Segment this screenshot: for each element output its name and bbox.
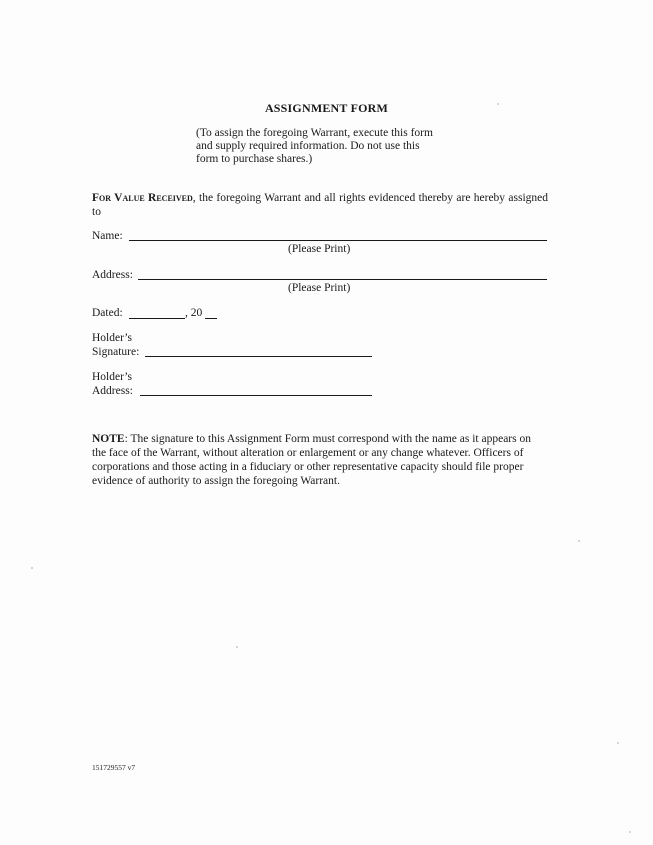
address-label: Address:: [92, 269, 133, 281]
scan-speck: [578, 540, 580, 542]
value-received-lead: For Value Received: [92, 192, 193, 204]
scan-speck: [31, 567, 33, 569]
dated-label: Dated:: [92, 307, 123, 319]
note-line: the face of the Warrant, without alteration or enlargement or any change whatever. Officers of: [92, 447, 524, 459]
instructions-line: (To assign the foregoing Warrant, execute this form: [196, 127, 433, 139]
scan-speck: [236, 646, 238, 648]
instructions-line: form to purchase shares.): [196, 153, 313, 165]
note-line: evidence of authority to assign the foregoing Warrant.: [92, 475, 340, 487]
scan-speck: [629, 831, 631, 833]
note-paragraph: [92, 432, 552, 488]
scan-speck: [497, 103, 499, 105]
holder-signature-label-line1: Holder’s: [92, 332, 133, 344]
holder-signature-field[interactable]: [145, 356, 372, 357]
dated-year-label: , 20: [185, 307, 203, 319]
address-caption: (Please Print): [288, 282, 351, 294]
note-line: [92, 432, 552, 446]
holder-address-label-line2: Address:: [92, 385, 133, 397]
dated-field[interactable]: [129, 318, 185, 319]
instructions-text: [196, 127, 456, 166]
instructions-line: and supply required information. Do not use this: [196, 140, 420, 152]
address-field[interactable]: [138, 279, 547, 280]
value-received-paragraph: [92, 191, 548, 219]
holder-address-label-line1: Holder’s: [92, 371, 133, 383]
holder-signature-label-line2: Signature:: [92, 346, 140, 358]
note-line-text: : The signature to this Assignment Form must correspond with the name as it appears on: [124, 433, 531, 445]
note-label: NOTE: [92, 433, 125, 445]
holder-address-field[interactable]: [140, 395, 372, 396]
scan-speck: [617, 742, 619, 744]
value-received-text: , the foregoing Warrant and all rights evidenced thereby are hereby assigned to: [92, 192, 549, 218]
page-title: ASSIGNMENT FORM: [264, 101, 389, 115]
note-line: corporations and those acting in a fiduciary or other representative capacity should file proper: [92, 461, 524, 473]
name-field[interactable]: [129, 240, 547, 241]
document-id: 151729557 v7: [92, 763, 136, 772]
name-label: Name:: [92, 230, 123, 242]
name-caption: (Please Print): [288, 243, 351, 255]
dated-year-field[interactable]: [205, 318, 217, 319]
